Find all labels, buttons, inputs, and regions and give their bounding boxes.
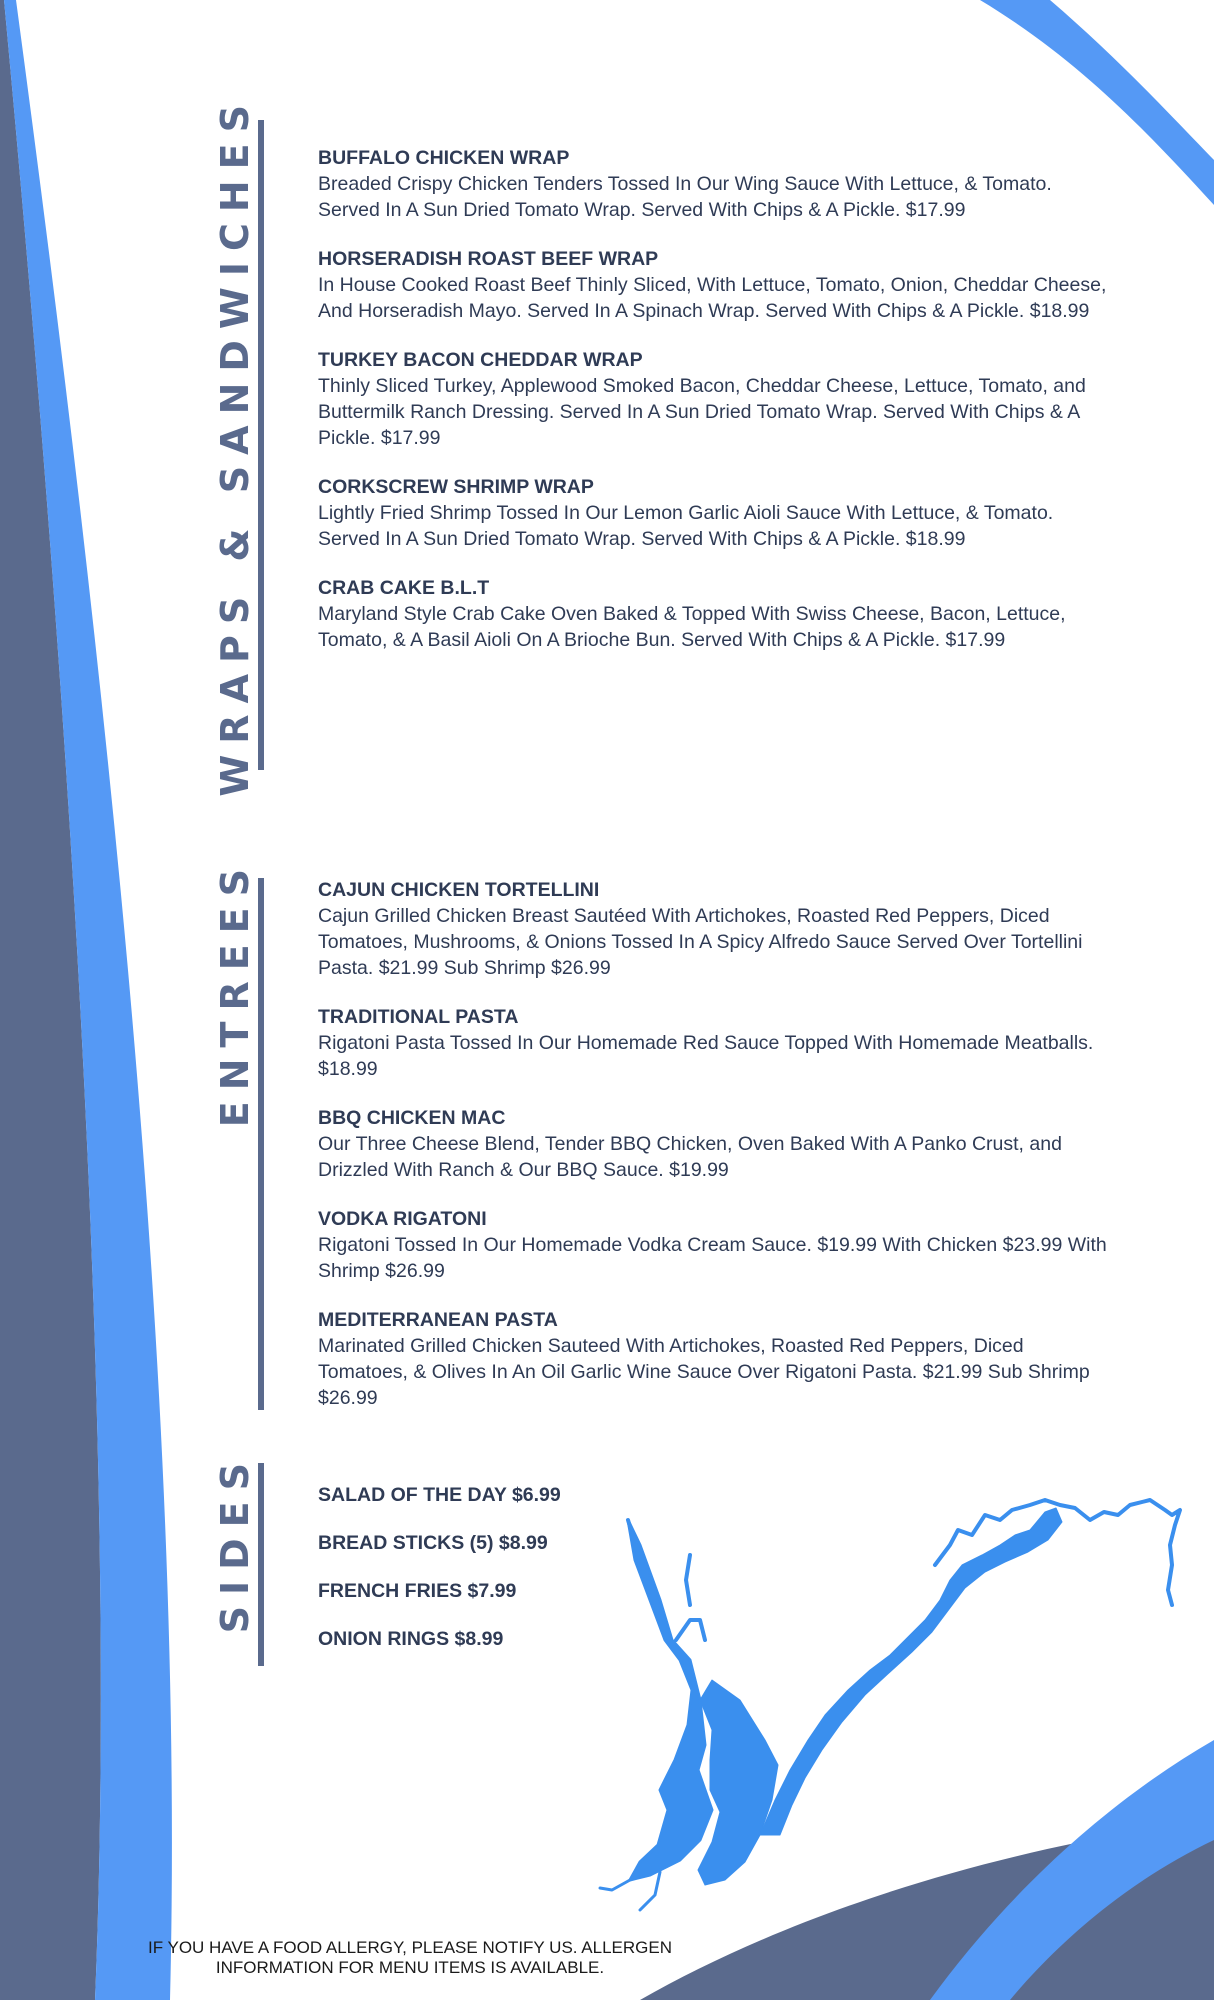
menu-item-description: In House Cooked Roast Beef Thinly Sliced, With Lettuce, Tomato, Onion, Cheddar Cheese, And Horseradish Mayo. Served In A Spinach Wrap. Served With Chips & A Pickle. $18.99 xyxy=(318,274,1107,322)
menu-item xyxy=(318,246,1118,324)
side-item: SALAD OF THE DAY $6.99 xyxy=(318,1484,561,1506)
section-title: SIDES xyxy=(213,1452,257,1634)
menu-item xyxy=(318,877,1118,981)
menu-item-name: TRADITIONAL PASTA xyxy=(318,1006,519,1028)
menu-item-description: Rigatoni Tossed In Our Homemade Vodka Cream Sauce. $19.99 With Chicken $23.99 With Shrimp $26.99 xyxy=(318,1234,1107,1282)
menu-item-list xyxy=(318,877,1118,1434)
side-item: FRENCH FRIES $7.99 xyxy=(318,1580,517,1602)
menu-item-list xyxy=(318,145,1118,676)
menu-item-name: BUFFALO CHICKEN WRAP xyxy=(318,147,570,169)
section-title: WRAPS & SANDWICHES xyxy=(213,93,257,797)
allergy-notice-line1: IF YOU HAVE A FOOD ALLERGY, PLEASE NOTIFY US. ALLERGEN xyxy=(147,1938,673,1957)
menu-item-name: TURKEY BACON CHEDDAR WRAP xyxy=(318,349,643,371)
section-divider-bar xyxy=(258,1463,264,1666)
menu-item-description: Breaded Crispy Chicken Tenders Tossed In Our Wing Sauce With Lettuce, & Tomato. Served In A Sun Dried Tomato Wrap. Served With Chips & A Pickle. $17.99 xyxy=(318,173,1052,221)
menu-item-name: CRAB CAKE B.L.T xyxy=(318,577,490,599)
menu-item-name: CAJUN CHICKEN TORTELLINI xyxy=(318,879,600,901)
menu-item-name: MEDITERRANEAN PASTA xyxy=(318,1309,558,1331)
section-divider-bar xyxy=(258,120,264,770)
menu-item-name: BBQ CHICKEN MAC xyxy=(318,1107,506,1129)
menu-item-description: Marinated Grilled Chicken Sauteed With Artichokes, Roasted Red Peppers, Diced Tomatoes, & Olives In An Oil Garlic Wine Sauce Over Rigatoni Pasta. $21.99 Sub Shrimp $26.99 xyxy=(318,1335,1090,1409)
menu-item-description: Thinly Sliced Turkey, Applewood Smoked Bacon, Cheddar Cheese, Lettuce, Tomato, and Buttermilk Ranch Dressing. Served In A Sun Dried Tomato Wrap. Served With Chips & A Pickle. $17.99 xyxy=(318,375,1086,449)
menu-item-name: HORSERADISH ROAST BEEF WRAP xyxy=(318,248,659,270)
menu-item xyxy=(318,575,1118,653)
menu-item-description: Our Three Cheese Blend, Tender BBQ Chicken, Oven Baked With A Panko Crust, and Drizzled With Ranch & Our BBQ Sauce. $19.99 xyxy=(318,1133,1062,1181)
menu-item-description: Rigatoni Pasta Tossed In Our Homemade Red Sauce Topped With Homemade Meatballs. $18.99 xyxy=(318,1032,1094,1080)
side-item: ONION RINGS $8.99 xyxy=(318,1628,504,1650)
menu-item xyxy=(318,1004,1118,1082)
menu-item xyxy=(318,1206,1118,1284)
side-item-list xyxy=(318,1482,1118,1674)
menu-item-name: VODKA RIGATONI xyxy=(318,1208,487,1230)
menu-item xyxy=(318,1307,1118,1411)
menu-item-name: CORKSCREW SHRIMP WRAP xyxy=(318,476,594,498)
allergy-notice xyxy=(140,1938,680,1978)
section-title: ENTREES xyxy=(213,858,257,1128)
menu-item xyxy=(318,474,1118,552)
menu-item xyxy=(318,347,1118,451)
side-item: BREAD STICKS (5) $8.99 xyxy=(318,1532,548,1554)
section-divider-bar xyxy=(258,878,264,1410)
menu-item-description: Maryland Style Crab Cake Oven Baked & Topped With Swiss Cheese, Bacon, Lettuce, Tomato, & A Basil Aioli On A Brioche Bun. Served With Chips & A Pickle. $17.99 xyxy=(318,603,1066,651)
allergy-notice-line2: INFORMATION FOR MENU ITEMS IS AVAILABLE. xyxy=(215,1958,605,1977)
menu-item-description: Lightly Fried Shrimp Tossed In Our Lemon Garlic Aioli Sauce With Lettuce, & Tomato. Served In A Sun Dried Tomato Wrap. Served With Chips & A Pickle. $18.99 xyxy=(318,502,1054,550)
menu-item xyxy=(318,145,1118,223)
menu-item-description: Cajun Grilled Chicken Breast Sautéed With Artichokes, Roasted Red Peppers, Diced Tomatoes, Mushrooms, & Onions Tossed In A Spicy Alfredo Sauce Served Over Tortellini Pasta. $21.99 Sub Shrimp $26.99 xyxy=(318,905,1083,979)
menu-item xyxy=(318,1105,1118,1183)
